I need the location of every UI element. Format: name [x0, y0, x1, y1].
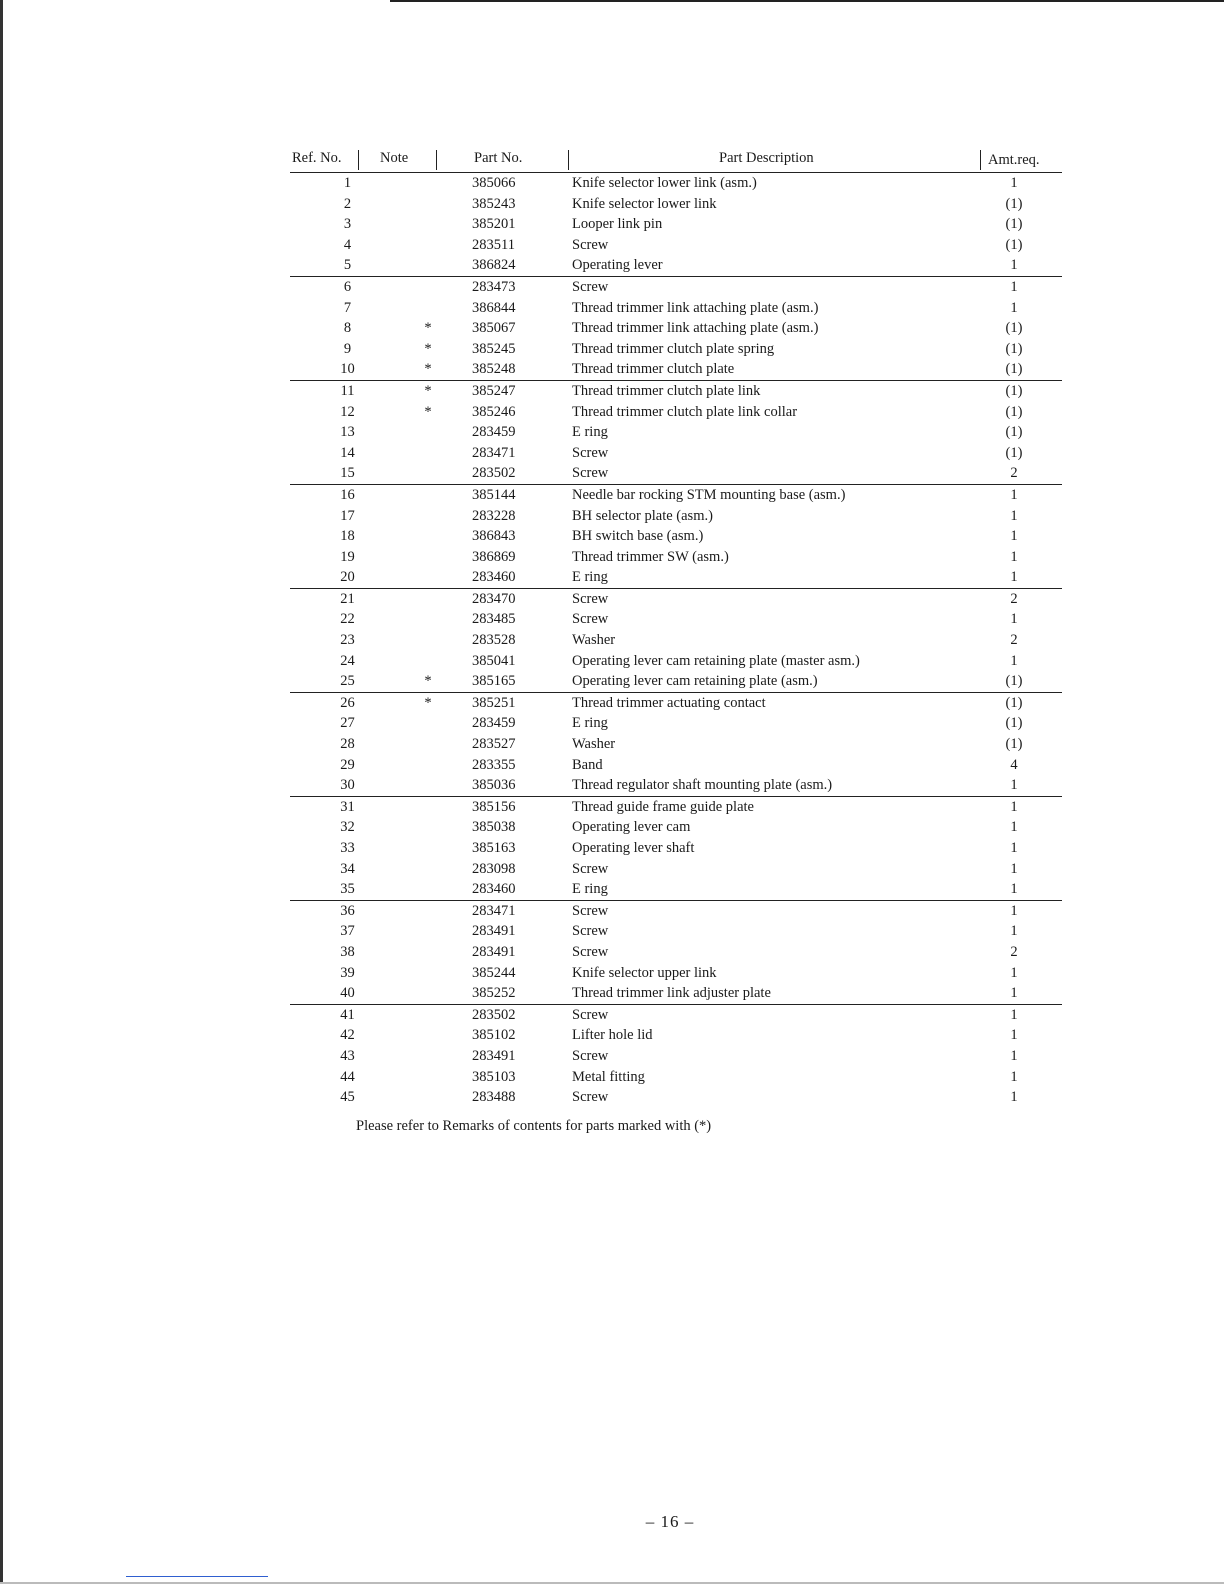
cell-description: Screw [572, 1047, 609, 1064]
cell-part-no: 283502 [472, 1006, 516, 1023]
cell-part-no: 283491 [472, 923, 516, 940]
table-row [290, 838, 1062, 859]
cell-part-no: 385248 [472, 361, 516, 378]
cell-description: Screw [572, 278, 609, 295]
cell-ref-no: 4 [343, 236, 352, 253]
cell-description: Operating lever cam [572, 819, 691, 836]
table-row [290, 1046, 1062, 1067]
cell-description: Washer [572, 632, 616, 649]
cell-ref-no: 42 [340, 1027, 355, 1044]
table-row [290, 485, 1062, 506]
cell-ref-no: 8 [343, 320, 352, 337]
bottom-link-underline [126, 1576, 268, 1577]
table-row [290, 942, 1062, 963]
cell-ref-no: 7 [343, 299, 352, 316]
cell-part-no: 283511 [472, 236, 515, 253]
cell-part-no: 283491 [472, 943, 516, 960]
table-row [290, 921, 1062, 942]
cell-part-no: 385245 [472, 340, 516, 357]
cell-ref-no: 25 [340, 673, 355, 690]
cell-description: Screw [572, 465, 609, 482]
cell-ref-no: 19 [340, 548, 355, 565]
cell-part-no: 385252 [472, 985, 516, 1002]
cell-ref-no: 44 [340, 1068, 355, 1085]
cell-amount: 1 [1010, 528, 1018, 545]
cell-part-no: 385156 [472, 798, 516, 815]
table-row [290, 817, 1062, 838]
cell-description: E ring [572, 881, 608, 898]
cell-part-no: 386844 [472, 299, 516, 316]
table-header [290, 150, 1062, 172]
cell-note: * [424, 673, 432, 690]
cell-amount: 1 [1010, 257, 1018, 274]
cell-description: Thread trimmer clutch plate link [572, 382, 761, 399]
cell-description: Screw [572, 860, 609, 877]
cell-ref-no: 32 [340, 819, 355, 836]
cell-part-no: 283527 [472, 736, 516, 753]
cell-description: Looper link pin [572, 216, 663, 233]
table-row [290, 671, 1062, 692]
cell-amount: (1) [1005, 715, 1023, 732]
cell-amount: 1 [1010, 964, 1018, 981]
cell-description: Band [572, 756, 603, 773]
table-row [290, 463, 1062, 484]
cell-part-no: 385103 [472, 1068, 516, 1085]
header-ref-no: Ref. No. [292, 150, 342, 166]
cell-ref-no: 6 [343, 278, 352, 295]
table-row [290, 402, 1062, 423]
cell-ref-no: 13 [340, 424, 355, 441]
row-group [290, 485, 1062, 589]
cell-ref-no: 14 [340, 444, 355, 461]
cell-description: Operating lever shaft [572, 840, 695, 856]
cell-part-no: 385163 [472, 840, 516, 856]
cell-ref-no: 22 [340, 611, 355, 628]
table-row [290, 318, 1062, 339]
cell-part-no: 385144 [472, 486, 516, 503]
table-row [290, 547, 1062, 568]
table-row [290, 589, 1062, 610]
cell-ref-no: 2 [343, 195, 352, 212]
cell-amount: 1 [1010, 777, 1018, 794]
table-row [290, 901, 1062, 922]
cell-description: Thread regulator shaft mounting plate (asm.) [572, 777, 833, 794]
table-row [290, 755, 1062, 776]
cell-part-no: 283098 [472, 860, 516, 877]
cell-amount: 4 [1010, 756, 1018, 773]
cell-part-no: 385243 [472, 195, 516, 212]
cell-note: * [424, 340, 432, 357]
cell-ref-no: 15 [340, 465, 355, 482]
header-amount: Amt.req. [988, 152, 1040, 168]
cell-part-no: 283228 [472, 507, 516, 524]
cell-ref-no: 34 [340, 860, 355, 877]
table-row [290, 194, 1062, 215]
row-group [290, 381, 1062, 485]
cell-amount: (1) [1005, 382, 1023, 399]
cell-amount: (1) [1005, 736, 1023, 753]
cell-amount: 1 [1010, 548, 1018, 565]
cell-ref-no: 41 [340, 1006, 355, 1023]
table-row [290, 1067, 1062, 1088]
row-group [290, 797, 1062, 901]
cell-ref-no: 45 [340, 1089, 355, 1106]
cell-amount: 1 [1010, 985, 1018, 1002]
cell-description: Thread trimmer SW (asm.) [572, 548, 729, 565]
parts-table [290, 150, 1062, 1108]
cell-description: Thread trimmer link adjuster plate [572, 985, 771, 1002]
cell-part-no: 385247 [472, 382, 516, 399]
cell-description: Thread trimmer actuating contact [572, 694, 766, 711]
cell-description: Needle bar rocking STM mounting base (asm.) [572, 486, 846, 503]
cell-part-no: 283459 [472, 715, 516, 732]
cell-description: Knife selector lower link (asm.) [572, 175, 757, 191]
row-group [290, 901, 1062, 1005]
cell-description: Metal fitting [572, 1068, 645, 1085]
header-divider [358, 150, 359, 170]
cell-amount: 1 [1010, 1047, 1018, 1064]
cell-description: Screw [572, 902, 609, 919]
cell-description: BH switch base (asm.) [572, 528, 704, 545]
table-row [290, 567, 1062, 588]
cell-amount: 1 [1010, 902, 1018, 919]
table-row [290, 506, 1062, 527]
cell-part-no: 386869 [472, 548, 516, 565]
cell-part-no: 385201 [472, 216, 516, 233]
cell-part-no: 385067 [472, 320, 516, 337]
cell-part-no: 283460 [472, 881, 516, 898]
cell-ref-no: 23 [340, 632, 355, 649]
cell-part-no: 385246 [472, 403, 516, 420]
cell-amount: (1) [1005, 320, 1023, 337]
cell-description: Thread trimmer clutch plate [572, 361, 735, 378]
left-edge [0, 0, 3, 1584]
cell-description: Washer [572, 736, 616, 753]
table-row [290, 1025, 1062, 1046]
cell-ref-no: 9 [343, 340, 352, 357]
cell-part-no: 386843 [472, 528, 516, 545]
cell-amount: 1 [1010, 860, 1018, 877]
table-row [290, 651, 1062, 672]
cell-ref-no: 35 [340, 881, 355, 898]
cell-amount: (1) [1005, 195, 1023, 212]
cell-description: Thread trimmer clutch plate link collar [572, 403, 798, 420]
cell-amount: 1 [1010, 299, 1018, 316]
cell-ref-no: 39 [340, 964, 355, 981]
cell-description: E ring [572, 424, 608, 441]
cell-part-no: 283502 [472, 465, 516, 482]
cell-part-no: 385251 [472, 694, 516, 711]
table-row [290, 859, 1062, 880]
cell-ref-no: 12 [340, 403, 355, 420]
cell-note: * [424, 694, 432, 711]
cell-ref-no: 40 [340, 985, 355, 1002]
cell-part-no: 386824 [472, 257, 516, 274]
cell-note: * [424, 361, 432, 378]
cell-amount: 1 [1010, 1006, 1018, 1023]
cell-part-no: 283471 [472, 902, 516, 919]
table-row [290, 879, 1062, 900]
cell-ref-no: 36 [340, 902, 355, 919]
cell-part-no: 385102 [472, 1027, 516, 1044]
cell-description: Screw [572, 611, 609, 628]
cell-ref-no: 11 [340, 382, 355, 399]
cell-description: E ring [572, 569, 608, 586]
table-row [290, 983, 1062, 1004]
table-row [290, 797, 1062, 818]
cell-description: BH selector plate (asm.) [572, 507, 713, 524]
cell-part-no: 283485 [472, 611, 516, 628]
cell-amount: 1 [1010, 507, 1018, 524]
header-divider [436, 150, 437, 170]
table-row [290, 1087, 1062, 1108]
cell-ref-no: 18 [340, 528, 355, 545]
cell-note: * [424, 382, 432, 399]
page-number: – 16 – [645, 1512, 695, 1531]
cell-part-no: 385041 [472, 652, 516, 669]
row-group [290, 693, 1062, 797]
cell-description: Operating lever cam retaining plate (master asm.) [572, 652, 860, 669]
cell-ref-no: 31 [340, 798, 355, 815]
cell-amount: 2 [1010, 465, 1018, 482]
table-row [290, 339, 1062, 360]
table-row [290, 235, 1062, 256]
cell-ref-no: 20 [340, 569, 355, 586]
cell-description: Screw [572, 1006, 609, 1023]
cell-part-no: 283488 [472, 1089, 516, 1106]
cell-ref-no: 17 [340, 507, 355, 524]
header-note: Note [380, 150, 409, 166]
row-group [290, 173, 1062, 277]
header-part-no: Part No. [474, 150, 523, 166]
cell-part-no: 385165 [472, 673, 516, 690]
cell-description: Operating lever [572, 257, 663, 274]
cell-ref-no: 21 [340, 590, 355, 607]
table-body [290, 173, 1062, 1108]
table-row [290, 298, 1062, 319]
cell-part-no: 283355 [472, 756, 516, 773]
cell-amount: 1 [1010, 652, 1018, 669]
cell-amount: 1 [1010, 175, 1018, 191]
cell-ref-no: 16 [340, 486, 355, 503]
cell-amount: (1) [1005, 694, 1023, 711]
cell-part-no: 283471 [472, 444, 516, 461]
table-row [290, 526, 1062, 547]
cell-description: Lifter hole lid [572, 1027, 653, 1044]
cell-description: Thread trimmer clutch plate spring [572, 340, 775, 357]
cell-part-no: 283459 [472, 424, 516, 441]
cell-amount: 1 [1010, 486, 1018, 503]
cell-amount: 1 [1010, 840, 1018, 856]
table-row [290, 693, 1062, 714]
table-row [290, 255, 1062, 276]
header-divider [568, 150, 569, 170]
cell-amount: 2 [1010, 943, 1018, 960]
header-divider [980, 150, 981, 170]
table-row [290, 422, 1062, 443]
cell-description: Screw [572, 444, 609, 461]
cell-amount: (1) [1005, 216, 1023, 233]
table-row [290, 713, 1062, 734]
cell-description: Thread trimmer link attaching plate (asm.) [572, 320, 819, 337]
cell-ref-no: 26 [340, 694, 355, 711]
cell-ref-no: 3 [343, 216, 352, 233]
cell-note: * [424, 320, 432, 337]
cell-description: Screw [572, 943, 609, 960]
cell-description: Operating lever cam retaining plate (asm.) [572, 673, 818, 690]
cell-part-no: 385036 [472, 777, 516, 794]
cell-part-no: 385066 [472, 175, 516, 191]
cell-description: Thread trimmer link attaching plate (asm.) [572, 299, 819, 316]
cell-part-no: 283470 [472, 590, 516, 607]
cell-amount: 1 [1010, 569, 1018, 586]
table-row [290, 963, 1062, 984]
cell-ref-no: 24 [340, 652, 355, 669]
cell-part-no: 283528 [472, 632, 516, 649]
table-row [290, 775, 1062, 796]
cell-description: Knife selector lower link [572, 195, 717, 212]
table-row [290, 443, 1062, 464]
row-group [290, 277, 1062, 381]
cell-amount: 1 [1010, 923, 1018, 940]
cell-amount: 1 [1010, 278, 1018, 295]
cell-ref-no: 29 [340, 756, 355, 773]
table-row [290, 630, 1062, 651]
cell-amount: 2 [1010, 590, 1018, 607]
table-row [290, 173, 1062, 194]
cell-part-no: 385038 [472, 819, 516, 836]
cell-part-no: 283491 [472, 1047, 516, 1064]
cell-amount: (1) [1005, 340, 1023, 357]
cell-amount: (1) [1005, 444, 1023, 461]
cell-amount: 2 [1010, 632, 1018, 649]
cell-amount: (1) [1005, 361, 1023, 378]
cell-amount: 1 [1010, 819, 1018, 836]
table-row [290, 734, 1062, 755]
table-row [290, 1005, 1062, 1026]
row-group [290, 589, 1062, 693]
table-row [290, 214, 1062, 235]
cell-description: Screw [572, 923, 609, 940]
cell-ref-no: 37 [340, 923, 355, 940]
footnote: Please refer to Remarks of contents for parts marked with (*) [356, 1118, 712, 1134]
cell-ref-no: 27 [340, 715, 355, 732]
row-group [290, 1005, 1062, 1108]
cell-amount: 1 [1010, 1027, 1018, 1044]
table-row [290, 609, 1062, 630]
table-row [290, 277, 1062, 298]
cell-ref-no: 38 [340, 943, 355, 960]
cell-description: Screw [572, 236, 609, 253]
cell-part-no: 283460 [472, 569, 516, 586]
cell-amount: (1) [1005, 424, 1023, 441]
top-rule [390, 0, 1224, 2]
cell-description: Screw [572, 590, 609, 607]
cell-amount: (1) [1005, 236, 1023, 253]
cell-description: E ring [572, 715, 608, 732]
cell-amount: 1 [1010, 1068, 1018, 1085]
cell-ref-no: 30 [340, 777, 355, 794]
cell-amount: 1 [1010, 798, 1018, 815]
cell-ref-no: 10 [340, 361, 355, 378]
cell-amount: 1 [1010, 881, 1018, 898]
cell-part-no: 283473 [472, 278, 516, 295]
cell-ref-no: 43 [340, 1047, 355, 1064]
cell-amount: 1 [1010, 1089, 1018, 1106]
cell-amount: (1) [1005, 673, 1023, 690]
cell-ref-no: 5 [343, 257, 352, 274]
cell-description: Thread guide frame guide plate [572, 798, 754, 815]
cell-ref-no: 1 [343, 175, 352, 191]
header-description: Part Description [719, 150, 814, 166]
cell-description: Screw [572, 1089, 609, 1106]
cell-ref-no: 33 [340, 840, 355, 856]
cell-ref-no: 28 [340, 736, 355, 753]
cell-amount: (1) [1005, 403, 1023, 420]
cell-amount: 1 [1010, 611, 1018, 628]
cell-description: Knife selector upper link [572, 964, 717, 981]
cell-note: * [424, 403, 432, 420]
table-row [290, 381, 1062, 402]
cell-part-no: 385244 [472, 964, 516, 981]
table-row [290, 359, 1062, 380]
